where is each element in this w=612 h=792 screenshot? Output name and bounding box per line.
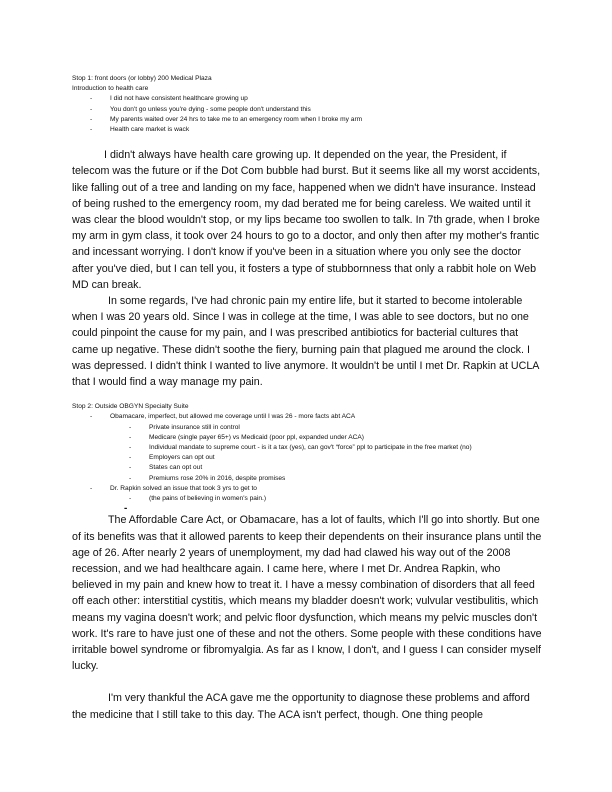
bullet-dash: - [90,413,93,421]
list-item: - Health care market is wack [72,125,542,135]
bullet-dash: - [129,464,132,472]
list-item: - Premiums rose 20% in 2016, despite promises [72,474,542,484]
list-item: - Dr. Rapkin solved an issue that took 3 yrs to get to [72,484,542,494]
paragraph-3: The Affordable Care Act, or Obamacare, has a lot of faults, which I'll go into shortly. But one of its benefits was that it allowed parents to keep their dependents on their insurance plans until the age of 26. After nearly 2 years of unemployment, my dad had clawed his way out of the 2008 recession, and we had healthcare again. I came here, where I met Dr. Andrea Rapkin, who believed in my pain and knew how to treat it. I have a messy combination of disorders that all feed off each other: interstitial cystitis, which means my bladder doesn't work; vulvular vestibulitis, which means my vagina doesn't work; and pelvic floor dysfunction, which means my pelvic muscles don't work. It's rare to have just one of these and not the others. Some people with these conditions have irritable bowel syndrome or fibromyalgia. As far as I know, I don't, and I guess I can consider myself lucky. [72,514,542,673]
bullet-dash: - [129,433,132,441]
bullet-dash: - [90,105,93,113]
stop2-heading: Stop 2: Outside OBGYN Specialty Suite [72,403,189,411]
list-item: - Obamacare, imperfect, but allowed me coverage until I was 26 - more facts abt ACA [72,412,542,422]
stop1-bullet-list [72,94,542,135]
bullet-dash: - [90,484,93,492]
bullet-dash: - [90,115,93,123]
empty-bullet: - [124,503,128,515]
list-item: - States can opt out [72,463,542,473]
list-item: - Employers can opt out [72,453,542,463]
list-item: - (the pains of believing in women's pain.) [72,494,542,504]
stop2-bullet-list [72,412,542,504]
paragraph-1: I didn't always have health care growing up. It depended on the year, the President, if telecom was the future or if the Dot Com bubble had burst. But it seems like all my worst accidents, like falling out of a tree and landing on my face, happened when we didn't have insurance. Instead of being rushed to the emergency room, my dad berated me for being careless. We waited until it was clear the blood wouldn't stop, or my lips became too swollen to talk. In 7th grade, when I broke my arm in gym class, it took over 24 hours to go to a doctor, and only then after my mother's frantic and incessant worrying. I don't know if you've been in a situation where you only see the doctor after you've died, but I can tell you, it fosters a type of stubbornness that only a rabbit hole on Web MD can break. [72,149,541,291]
stop1-heading: Stop 1: front doors (or lobby) 200 Medical Plaza [72,75,212,82]
list-item: - You don't go unless you're dying - some people don't understand this [72,105,542,115]
stop1-subheading: Introduction to health care [72,85,149,93]
list-item: - My parents waited over 24 hrs to take me to an emergency room when I broke my arm [72,115,542,125]
bullet-dash: - [129,474,132,482]
paragraph-4: I'm very thankful the ACA gave me the opportunity to diagnose these problems and afford the medicine that I still take to this day. The ACA isn't perfect, though. One thing people [72,692,530,721]
bullet-dash: - [90,95,93,103]
document-page [72,74,542,723]
list-item: - I did not have consistent healthcare growing up [72,94,542,104]
list-item: - Medicare (single payer 65+) vs Medicaid (poor ppl, expanded under ACA) [72,433,542,443]
bullet-dash: - [129,444,132,452]
bullet-dash: - [90,126,93,134]
paragraph-2: In some regards, I've had chronic pain my entire life, but it started to become intolerable when I was 20 years old. Since I was in college at the time, I was able to see doctors, but no one could pinpoint the cause for my pain, and I was prescribed antibiotics for bacterial cultures that came up negative. These didn't soothe the fiery, burning pain that plagued me around the clock. I was depressed. I didn't think I wanted to live anymore. It wouldn't be until I met Dr. Rapkin at UCLA that I would find a way manage my pain. [72,295,539,389]
bullet-dash: - [129,423,132,431]
bullet-dash: - [129,495,132,503]
list-item: - Private insurance still in control [72,423,542,433]
bullet-dash: - [129,454,132,462]
list-item: - Individual mandate to supreme court - is it a tax (yes), can gov't “force” ppl to participate in the free market (no) [72,443,542,453]
